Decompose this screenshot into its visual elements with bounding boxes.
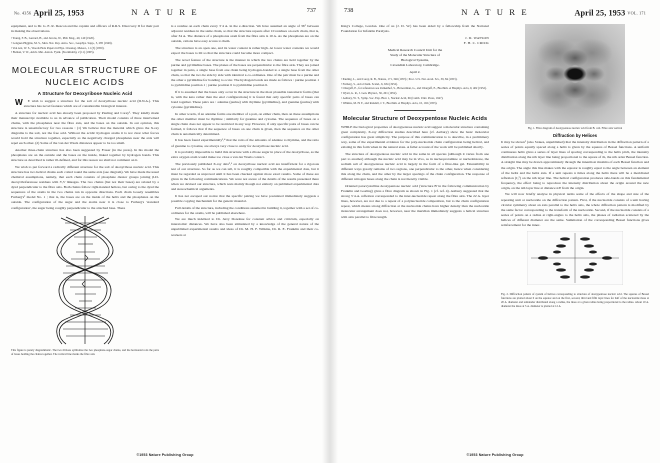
- article-body-right-b: It may be shown² (also Stokes, unpublished) that the intensity distribution in the diffraction pattern of a series of points equally spaced along a helix is given by the squares of Bessel functions. A uniform continuous helix gives a series of layer lines of spacing corresponding to the helix pitch, the intensity distribution along the nth layer line being proportional to the square of Jn, the nth order Bessel function. A straight line may be drawn approximately through the innermost maxima of each Bessel function and the origin. The angle this line makes with the equator is roughly equal to the angle between an element of the helix and the helix axis. If a unit repeats n times along the helix there will be a meridional reflexion (J₀²) on the nth layer line. The helical configuration produces side-bands on this fundamental frequency, the effect being to reproduce the intensity distribution about the origin around the new origin, on the nth layer line at distance n/P from the origin. We will now briefly analyse in physical terms some of the effects of the shape and size of the repeating unit or nucleotide on the diffraction pattern. First, if the nucleotide consists of a unit having circular symmetry about an axis parallel to the helix axis, the whole diffraction pattern is modified by the same factor corresponding to the transform of the nucleotide. Second, if the nucleotide consists of a series of points on a radius at right-angles to the helix axis, the phases of radiation scattered by the helices of different diameter are the same. Summation of the corresponding Bessel functions gives reinforcement for the inner-: [501, 140, 649, 228]
- folio-left: 737: [306, 7, 316, 14]
- running-head-left: [14, 7, 316, 18]
- folio-right: 738: [344, 7, 354, 14]
- issue-info-right: April 25, 1953 VOL. 171: [574, 8, 646, 18]
- xray-photograph: [525, 24, 625, 124]
- xray-fibre-diagram: [525, 24, 625, 124]
- submission-date: April 2.: [409, 69, 421, 74]
- reference-list-left-a: ¹ Young, F. B., Gerrard, H., and Jevons, W., Phil. Mag., 40, 149 (1920). ² Longuet-Higgins, M. S., Mon. Not. Roy. Astro. Soc., Geophys. Supp., 5, 285 (1949). ³ Von Arx, W. S., Woods Hole Papers in Phys. Oceanog. Meteor., 11 (3) (1950). ⁴ Ekman, V. W., Arkiv. Mat. Astron. Fysik. (Stockholm), 2 (11) (1905).: [11, 36, 113, 55]
- article-body-left-a: W E wish to suggest a structure for the salt of deoxyribose nucleic acid (D.N.A.). This structure has novel features which are of considerable biological interest. A structure for nucleic acid has already been proposed by Pauling and Corey¹. They kindly made their manuscript available to us in advance of publication. Their model consists of three intertwined chains, with the phosphates near the fibre axis, and the bases on the outside. In our opinion, this structure is unsatisfactory for two reasons : (1) We believe that the material which gives the X-ray diagrams is the salt, not the free acid. Without the acidic hydrogen atoms it is not clear what forces would hold the structure together, especially as the negatively charged phosphates near the axis will repel each other. (2) Some of the van der Waals distances appear to be too small. Another three-chain structure has also been suggested by Fraser (in the press). In his model the phosphates are on the outside and the bases on the inside, linked together by hydrogen bonds. This structure as described is rather ill-defined, and for this reason we shall not comment on it. We wish to put forward a radically different structure for the salt of deoxyribose nucleic acid. This structure has two helical chains each coiled round the same axis (see diagram). We have made the usual chemical assumptions, namely, that each chain consists of phosphate diester groups joining β-D-deoxyribofuranose residues with 3',5' linkages. The two chains (but not their bases) are related by a dyad perpendicular to the fibre axis. Both chains follow right-handed helices, but owing to the dyad the sequences of the atoms in the two chains run in opposite directions. Each chain loosely resembles Furberg's² model No. 1 ; that is, the bases are on the inside of the helix and the phosphates on the outside. The configuration of the sugar and the atoms near it is close to Furberg's 'standard configuration', the sugar being roughly perpendicular to the attached base. There: [11, 98, 159, 210]
- xray-figure-caption: Fig. 1. Fibre diagram of deoxypentose nucleic acid from B. coli. Fibre axis vertical: [527, 126, 623, 130]
- reference-list-right-a: ¹ Pauling, L., and Corey, R. B., Nature, 171, 346 (1953) ; Proc. U.S. Nat. Acad. Sci., 39, 84 (1953). ² Furberg, S., Acta Chem. Scand., 6, 634 (1952). ³ Chargaff, E., for references see Zamenhof, S., Brawerman, G., and Chargaff, E., Biochim. et Biophys. Acta, 9, 402 (1952). ⁴ Wyatt, G. R., J. Gen. Physiol., 36, 201 (1952). ⁵ Astbury, W. T., Symp. Soc. Exp. Biol. 1, Nucleic Acid, 66 (Camb. Univ. Press, 1947). ⁶ Wilkins, M. H. F., and Randall, J. T., Biochim. et Biophys. Acta, 10, 192 (1953).: [341, 76, 487, 105]
- article-body-right-a: WHILE the biological properties of deoxypentose nucleic acid suggest a molecular structure containing great complexity, X-ray diffraction studies described here (cf. Astbury) show the basic molecular configuration has great simplicity. The purpose of this communication is to describe, in a preliminary way, some of the experimental evidence for the poly-nucleotide chain configuration being helical, and existing in this form when in the natural state. A fuller account of the work will be published shortly. The structure of deoxypentose nucleic acid in the same in all species (although it varies from one part to another) although the nucleic acid may be in vivo, as in nucleoprotamine or nucleohistone, the sodium salt of deoxypentose nucleic acid is largely in the form of a fibre-like gel. Extensibility in different ways greatly remains of two regions, one perpendicular to the other, hence when considering this along the chain, and the other by the larger spacings of the chain configuration. The response of different nitrogen bases along the chain is not thereby visible. Oriented paracrystalline deoxypentose nucleic acid ('structure B' in the following communication by Franklin and Gosling) gives a fibre diagram as shown in Fig. 1 (cf. ref. 4). Astbury suggested that the strong 3·4-A. reflexion corresponded to the inter-nucleotide repeat along the fibre axis. The 22 A. layer lines, however, are not due to a repeat of a polynucleotide composition, but to the chain configuration repeat, which means strong diffraction at the nucleotide chains have higher density than the nucleotide molecular arrangement does not, however, near the meridian immediately suggests a helical structure with axis parallel to fibre length.: [341, 124, 489, 219]
- copyright-notice-left: ©1953 Nature Publishing Group: [136, 453, 194, 457]
- author-signature-block: [341, 36, 489, 47]
- page-738: [330, 0, 660, 463]
- drop-cap: W: [15, 98, 23, 108]
- continued-article-text: equipment, and to Dr. G. E. R. Deacon and the captain and officers of R.R.S. Discovery II for their part in making the observations.: [11, 24, 159, 34]
- article-body-left-b: is a residue on each chain every 3·4 A. in the z-direction. We have assumed an angle of 36° between adjacent residues in the same chain, so that the structure repeats after 10 residues on each chain, that is, after 34 A. The distance of a phosphorus atom from the fibre axis is 10 A. As the phosphates are on the outside, cations have easy access to them. The structure is an open one, and its water content is rather high. At lower water contents we would expect the bases to tilt so that the structure could become more compact. The novel feature of the structure is the manner in which the two chains are held together by the purine and pyrimidine bases. The planes of the bases are perpendicular to the fibre axis. They are joined together in pairs, a single base from one chain being hydrogen-bonded to a single base from the other chain, so that the two lie side by side with identical z-co-ordinates. One of the pair must be a purine and the other a pyrimidine for bonding to occur. The hydrogen bonds are made as follows : purine position 1 to pyrimidine position 1 ; purine position 6 to pyrimidine position 6. If it is assumed that the bases only occur in the structure in the most plausible tautomeric forms (that is, with the keto rather than the enol configurations) it is found that only specific pairs of bases can bond together. These pairs are : adenine (purine) with thymine (pyrimidine), and guanine (purine) with cytosine (pyrimidine). In other words, if an adenine forms one member of a pair, on either chain, then on these assumptions the other member must be thymine ; similarly for guanine and cytosine. The sequence of bases on a single chain does not appear to be restricted in any way. However, if only specific pairs of bases can be formed, it follows that if the sequence of bases on one chain is given, then the sequence on the other chain is automatically determined. It has been found experimentally³,⁴ that the ratio of the amounts of adenine to thymine, and the ratio of guanine to cytosine, are always very close to unity for deoxyribose nucleic acid. It is probably impossible to build this structure with a ribose sugar in place of the deoxyribose, as the extra oxygen atom would make too close a van der Waals contact. The previously published X-ray data⁵,⁶ on deoxyribose nucleic acid are insufficient for a rigorous test of our structure. So far as we can tell, it is roughly compatible with the experimental data, but it must be regarded as unproved until it has been checked against more exact results. Some of these are given in the following communications. We were not aware of the details of the results presented there when we devised our structure, which rests mainly though not entirely on published experimental data and stereochemical arguments. It has not escaped our notice that the specific pairing we have postulated immediately suggests a possible copying mechanism for the genetic material. Full details of the structure, including the conditions assumed in building it, together with a set of co-ordinates for the atoms, will be published elsewhere. We are much indebted to Dr. Jerry Donohue for constant advice and criticism, especially on interatomic distances. We have also been stimulated by a knowledge of the general nature of the unpublished experimental results and ideas of Dr. M. H. F. Wilkins, Dr. R. E. Franklin and their co-workers at: [171, 24, 319, 237]
- author-watson: J. D. WATSON: [465, 36, 489, 41]
- journal-name-right: N A T U R E: [461, 7, 529, 17]
- article-title-wilkins: Molecular Structure of Deoxypentose Nucleic Acids: [342, 115, 488, 122]
- running-head-right: [344, 7, 646, 18]
- author-crick: F. H. C. CRICK: [463, 41, 489, 46]
- section-divider-rule: [64, 59, 106, 60]
- copyright-notice-right: ©1953 Nature Publishing Group: [466, 453, 524, 457]
- journal-name-left: N A T U R E: [131, 7, 199, 17]
- watson-crick-conclusion: King's College, London. One of us (J. D. W.) has been aided by a fellowship from the National Foundation for Infantile Paralysis.: [341, 24, 489, 34]
- article-subtitle-watson-crick: A Structure for Deoxyribose Nucleic Acid: [37, 91, 133, 97]
- section-heading-diffraction-helices: Diffraction by Helices: [553, 133, 597, 139]
- dna-double-helix-diagram: [52, 214, 118, 346]
- left-page-column-a: [11, 24, 159, 439]
- right-page-column-b: [501, 24, 649, 439]
- issue-number-left: No. 4356 April 25, 1953: [14, 8, 85, 18]
- helix-lattice-caption: Fig. 2. Diffraction pattern of system of helices corresponding to structure of deoxypentose nucleic acid. The squares of Bessel functions are plotted about 0 on the equator and on the first, second, third and fifth layer lines for half of the nucleotide mass at 20 A. diameter and remainder distributed along a radius, the mass at a given radius being proportional to the radius. About 10 A. diameter the mass at 5 A. diameter is plotted at 12 A.: [501, 292, 649, 309]
- section-divider-rule-right: [394, 110, 436, 111]
- right-page-column-a: [341, 24, 489, 439]
- double-helix-svg: [52, 214, 118, 346]
- article-title-watson-crick: MOLECULAR STRUCTURE OF NUCLEIC ACIDS: [11, 65, 159, 87]
- affiliation-block: Medical Research Council Unit for the Study of the Molecular Structure of Biological Systems, Cavendish Laboratory, Cambridge. April 2.: [341, 48, 489, 75]
- helix-figure-caption: This figure is purely diagrammatic. The two ribbons symbolize the two phosphate-sugar chains, and the horizontal rods the pairs of bases holding the chains together. The vertical line marks the fibre axis: [11, 347, 159, 356]
- left-page-column-b: [171, 24, 319, 439]
- bessel-diffraction-svg: [527, 231, 623, 285]
- base-pair-rungs: [63, 223, 108, 336]
- helix-lattice-diagram: [527, 231, 623, 290]
